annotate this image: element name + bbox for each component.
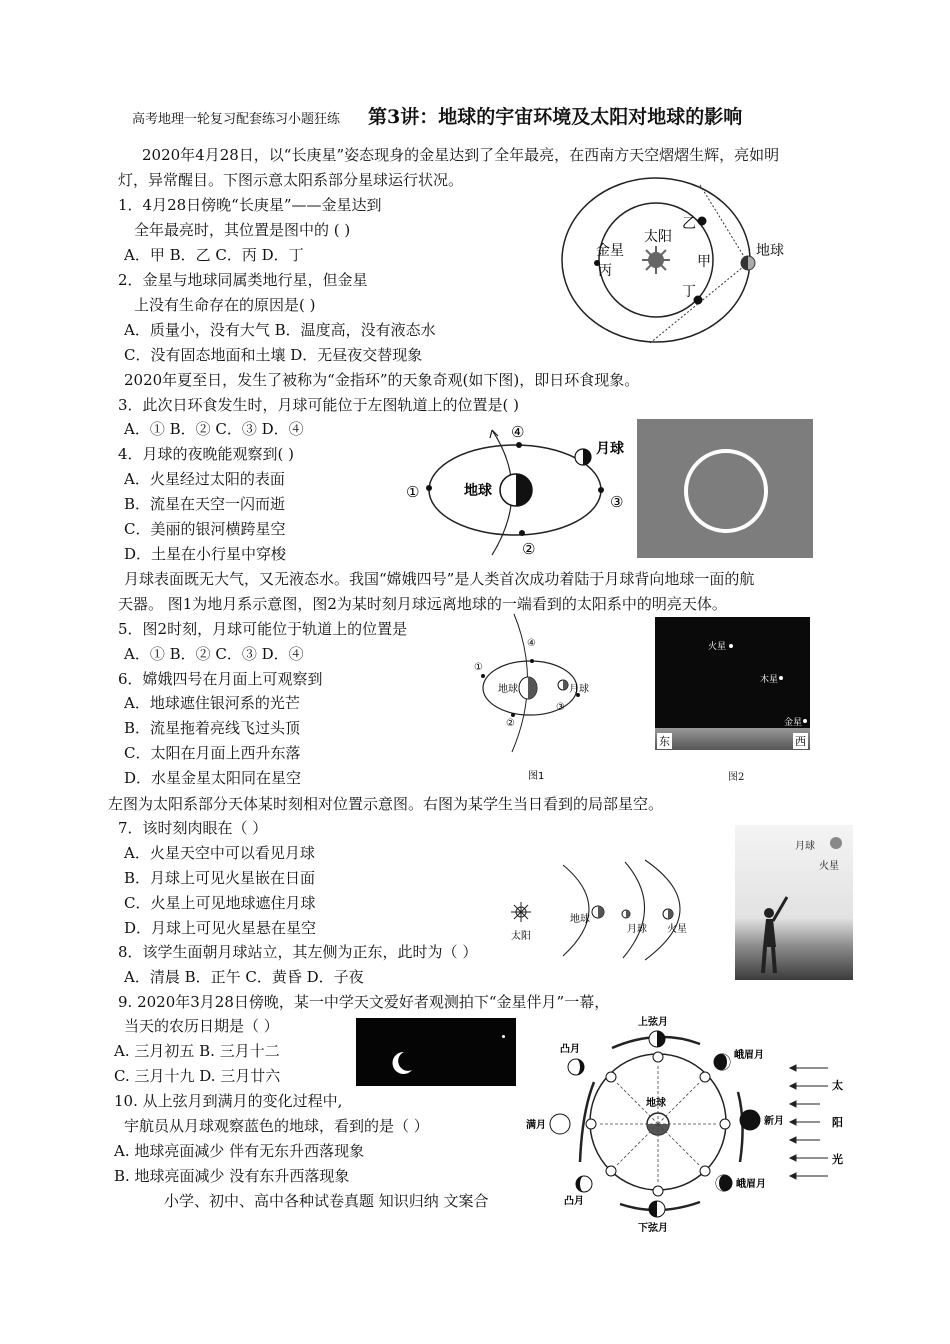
fig3-pos-4: ④ bbox=[527, 638, 536, 649]
fig1-bing-label: 丙 bbox=[598, 263, 612, 279]
q4-option-a: A．火星经过太阳的表面 bbox=[124, 470, 285, 488]
q10-stem-line1: 10. 从上弦月到满月的变化过程中, bbox=[114, 1092, 343, 1110]
sun-icon bbox=[642, 246, 670, 274]
earth-moon-orbit-diagram bbox=[400, 425, 635, 560]
fig7-new-label: 新月 bbox=[764, 1116, 784, 1127]
q1-stem-line2: 全年最亮时，其位置是图中的 ( ) bbox=[134, 221, 351, 239]
q9-options-ab: A. 三月初五 B. 三月十二 bbox=[114, 1042, 280, 1060]
fig7-crescent-bottom-label: 峨眉月 bbox=[736, 1179, 766, 1190]
q4-stem: 4．月球的夜晚能观察到( ) bbox=[118, 445, 295, 463]
upper-quarter-moon-icon bbox=[649, 1031, 665, 1047]
lower-quarter-moon-icon bbox=[649, 1201, 665, 1217]
earth-icon bbox=[592, 906, 604, 918]
fig2-moon-label: 月球 bbox=[596, 441, 624, 457]
q7-option-c: C．火星上可见地球遮住月球 bbox=[124, 894, 316, 912]
fig1-sun-label: 太阳 bbox=[644, 229, 672, 245]
fig5-earth-label: 地球 bbox=[570, 914, 590, 925]
fig7-sunlight-2: 阳 bbox=[832, 1116, 843, 1129]
q7-option-d: D．月球上可见火星悬在星空 bbox=[124, 919, 317, 937]
fig2-pos-3: ③ bbox=[610, 493, 624, 511]
sun-icon bbox=[511, 902, 531, 922]
fig2-earth-label: 地球 bbox=[464, 483, 492, 499]
q6-stem: 6．嫦娥四号在月面上可观察到 bbox=[118, 670, 323, 688]
student-stargazing-photo bbox=[735, 825, 853, 980]
page-subtitle: 高考地理一轮复习配套练习小题狂练 bbox=[132, 112, 341, 127]
fig2-pos-4: ④ bbox=[511, 423, 525, 441]
fig7-crescent-top-label: 峨眉月 bbox=[734, 1050, 764, 1061]
fig4-east-label: 东 bbox=[659, 735, 670, 748]
student-silhouette-icon bbox=[749, 895, 789, 975]
fig2-pos-1: ① bbox=[406, 483, 420, 501]
intro4: 左图为太阳系部分天体某时刻相对位置示意图。右图为某学生当日看到的局部星空。 bbox=[108, 795, 664, 813]
fig1-jia-label: 甲 bbox=[697, 254, 711, 270]
fig7-earth-label: 地球 bbox=[646, 1098, 666, 1109]
q7-stem: 7．该时刻肉眼在（ ） bbox=[118, 819, 268, 837]
venus-dot bbox=[502, 1035, 505, 1038]
q7-option-b: B．月球上可见火星嵌在日面 bbox=[124, 869, 316, 887]
fig1-yi-label: 乙 bbox=[682, 216, 696, 232]
moon-icon bbox=[622, 910, 630, 918]
q4-option-b: B．流星在天空一闪而逝 bbox=[124, 495, 286, 513]
q7-option-a: A．火星天空中可以看见月球 bbox=[124, 844, 315, 862]
annular-eclipse-photo bbox=[637, 419, 813, 558]
fig2-pos-2: ② bbox=[522, 540, 536, 558]
fig4-jupiter-label: 木星 bbox=[760, 675, 779, 685]
q9-options-cd: C. 三月十九 D. 三月廿六 bbox=[114, 1067, 281, 1085]
q6-option-b: B．流星拖着亮线飞过头顶 bbox=[124, 719, 301, 737]
fig5-moon-label: 月球 bbox=[627, 924, 647, 935]
q6-option-c: C．太阳在月面上西升东落 bbox=[124, 744, 301, 762]
earth-icon bbox=[519, 677, 537, 699]
crescent-bottom-moon-icon bbox=[716, 1175, 732, 1191]
q5-stem: 5．图2时刻，月球可能位于轨道上的位置是 bbox=[118, 620, 408, 638]
footer-text: 小学、初中、高中各种试卷真题 知识归纳 文案合 bbox=[164, 1192, 489, 1210]
q5-options: A．① B．② C．③ D．④ bbox=[124, 645, 304, 663]
fig5-mars-label: 火星 bbox=[667, 924, 687, 935]
intro3-line2: 天器。 图1为地月系示意图，图2为某时刻月球远离地球的一端看到的太阳系中的明亮天体。 bbox=[118, 595, 727, 613]
solar-system-diagram bbox=[560, 175, 800, 345]
page-title: 第3讲：地球的宇宙环境及太阳对地球的影响 bbox=[368, 106, 743, 128]
gibbous-top-moon-icon bbox=[568, 1059, 584, 1075]
fig7-upper-label: 上弦月 bbox=[638, 1017, 668, 1028]
pos-yi-dot bbox=[698, 217, 707, 226]
q3-options: A．① B．② C．③ D．④ bbox=[124, 420, 304, 438]
crescent-moon-icon bbox=[390, 1050, 414, 1076]
venus-dot bbox=[803, 719, 807, 723]
earth-icon bbox=[500, 474, 532, 506]
jupiter-dot bbox=[779, 676, 783, 680]
fig3-pos-1: ① bbox=[474, 662, 483, 673]
q6-option-d: D．水星金星太阳同在星空 bbox=[124, 769, 302, 787]
fig7-full-label: 满月 bbox=[526, 1120, 546, 1131]
full-moon-icon bbox=[550, 1114, 570, 1134]
q4-option-d: D．土星在小行星中穿梭 bbox=[124, 545, 287, 563]
moon-phases-diagram bbox=[520, 1012, 850, 1237]
q4-option-c: C．美丽的银河横跨星空 bbox=[124, 520, 286, 538]
intro1-line2: 灯，异常醒目。下图示意太阳系部分星球运行状况。 bbox=[118, 171, 464, 189]
fig7-gibbous-bottom-label: 凸月 bbox=[564, 1196, 584, 1207]
lunar-surface bbox=[655, 728, 810, 750]
intro1-line1: 2020年4月28日，以“长庚星”姿态现身的金星达到了全年最亮，在西南方天空熠熠生辉，亮如明 bbox=[142, 146, 780, 164]
fig6-moon-label: 月球 bbox=[795, 841, 815, 852]
q2-stem-line1: 2．金星与地球同属类地行星，但金星 bbox=[118, 271, 368, 289]
fig1-ding-label: 丁 bbox=[682, 284, 696, 300]
fig7-sunlight-3: 光 bbox=[832, 1153, 843, 1166]
figure1-earth-moon-diagram bbox=[470, 612, 605, 782]
fig7-lower-label: 下弦月 bbox=[638, 1223, 668, 1234]
fig4-venus-label: 金星 bbox=[784, 718, 803, 728]
q8-options: A．清晨 B．正午 C．黄昏 D．子夜 bbox=[124, 968, 364, 986]
q8-stem: 8．该学生面朝月球站立，其左侧为正东，此时为（ ） bbox=[118, 943, 478, 961]
earth-icon bbox=[741, 256, 755, 270]
q9-stem-line1: 9. 2020年3月28日傍晚，某一中学天文爱好者观测拍下“金星伴月”一幕， bbox=[118, 993, 610, 1011]
fig1-earth-label: 地球 bbox=[756, 243, 784, 259]
q2-options-cd: C．没有固态地面和土壤 D．无昼夜交替现象 bbox=[124, 346, 423, 364]
intro3-line1: 月球表面既无大气，又无液态水。我国“嫦娥四号”是人类首次成功着陆于月球背向地球一面的航 bbox=[124, 570, 755, 588]
fig7-gibbous-top-label: 凸月 bbox=[560, 1044, 580, 1055]
moon-icon bbox=[830, 837, 842, 849]
fig1-venus-label: 金星 bbox=[596, 243, 624, 259]
q10-option-a: A. 地球亮面减少 伴有无东升西落现象 bbox=[114, 1142, 365, 1160]
fig6-mars-label: 火星 bbox=[819, 861, 839, 872]
gibbous-bottom-moon-icon bbox=[576, 1176, 592, 1192]
q1-stem-line1: 1．4月28日傍晚“长庚星”——金星达到 bbox=[118, 196, 382, 214]
fig3-moon-label: 月球 bbox=[569, 684, 589, 695]
crescent-top-moon-icon bbox=[714, 1054, 730, 1070]
q2-stem-line2: 上没有生命存在的原因是( ) bbox=[134, 296, 316, 314]
moon-icon bbox=[575, 449, 591, 465]
mars-icon bbox=[663, 909, 673, 919]
q1-options: A．甲 B．乙 C．丙 D．丁 bbox=[124, 246, 304, 264]
fig4-caption: 图2 bbox=[728, 772, 745, 783]
ring-of-fire-icon bbox=[684, 449, 768, 533]
q9-stem-line2: 当天的农历日期是（ ） bbox=[124, 1017, 279, 1035]
fig3-earth-label: 地球 bbox=[498, 684, 518, 695]
fig4-mars-label: 火星 bbox=[708, 642, 727, 652]
mars-dot bbox=[729, 644, 733, 648]
moon-icon bbox=[558, 680, 568, 690]
q3-stem: 3．此次日环食发生时，月球可能位于左图轨道上的位置是( ) bbox=[118, 396, 520, 414]
figure2-night-sky-photo bbox=[655, 617, 810, 750]
fig3-pos-2: ② bbox=[506, 718, 515, 729]
fig7-sunlight-1: 太 bbox=[832, 1079, 843, 1092]
fig3-caption: 图1 bbox=[528, 771, 545, 782]
q10-stem-line2: 宇航员从月球观察蓝色的地球，看到的是（ ） bbox=[124, 1117, 429, 1135]
venus-moon-photo bbox=[356, 1018, 516, 1086]
q2-options-ab: A．质量小，没有大气 B．温度高，没有液态水 bbox=[124, 321, 436, 339]
fig5-sun-label: 太阳 bbox=[511, 931, 531, 942]
q10-option-b: B. 地球亮面减少 没有东升西落现象 bbox=[114, 1167, 350, 1185]
fig4-west-label: 西 bbox=[795, 735, 806, 748]
sun-earth-mars-diagram bbox=[505, 860, 715, 960]
fig3-pos-3: ③ bbox=[556, 702, 565, 713]
q6-option-a: A．地球遮住银河系的光芒 bbox=[124, 694, 300, 712]
intro2: 2020年夏至日，发生了被称为“金指环”的天象奇观(如下图)，即日环食现象。 bbox=[124, 371, 640, 389]
new-moon-icon bbox=[740, 1110, 760, 1130]
